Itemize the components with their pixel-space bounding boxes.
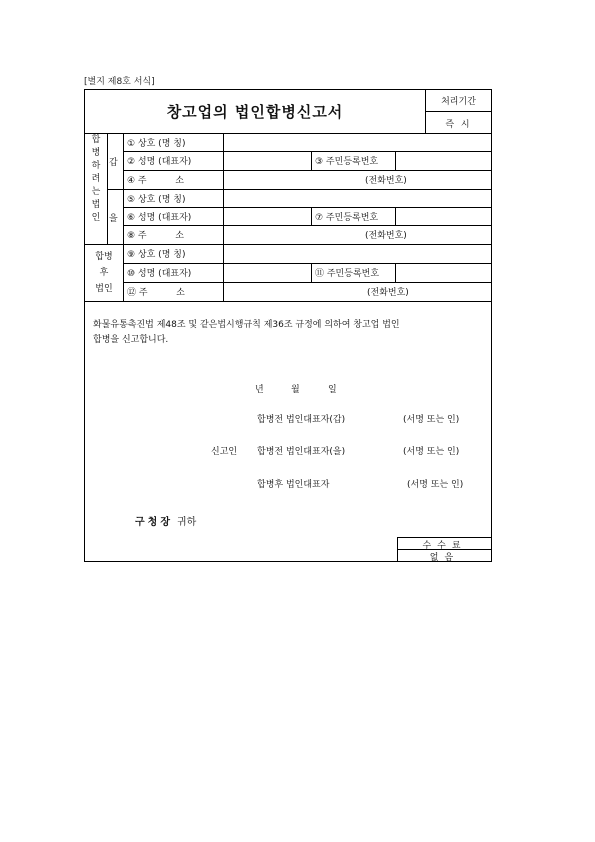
- divider: [311, 207, 312, 226]
- party-a-label: 갑: [109, 157, 118, 168]
- a-representative-label: ② 성명 (대표자): [127, 157, 192, 167]
- divider: [107, 133, 108, 244]
- b-resident-number-label: ⑦ 주민등록번호: [315, 212, 379, 223]
- statement-line: 화물유통촉진법 제48조 및 같은법시행규칙 제36조 규정에 의하여 창고업 법인: [93, 320, 400, 330]
- c-phone-label: (전화번호): [367, 288, 409, 298]
- declaration-statement: [93, 318, 483, 348]
- processing-period-value: 즉 시: [445, 120, 472, 130]
- declarant-label: 신고인: [211, 447, 238, 457]
- group-label-after-line: 법인: [95, 284, 113, 294]
- signature-label-b: 합병전 법인대표자(을): [257, 447, 346, 457]
- b-company-name-label: ⑤ 상호 (명 칭): [127, 194, 186, 205]
- group-label-after-line: 후: [99, 268, 109, 278]
- divider: [395, 263, 396, 282]
- a-company-name-label: ① 상호 (명 칭): [127, 138, 186, 149]
- divider: [426, 111, 491, 112]
- form-title: 창고업의 법인합병신고서: [166, 103, 344, 121]
- form-reference: [별지 제8호 서식]: [84, 77, 155, 87]
- merger-report-form: [84, 89, 492, 562]
- signature-label-a: 합병전 법인대표자(갑): [257, 415, 346, 425]
- signature-label-c: 합병후 법인대표자: [257, 480, 330, 490]
- signature-note-c: (서명 또는 인): [407, 480, 464, 490]
- a-resident-number-label: ③ 주민등록번호: [315, 157, 379, 167]
- date-day: 일: [328, 385, 337, 395]
- b-phone-label: (전화번호): [365, 231, 407, 241]
- fee-value: 없음: [429, 553, 460, 563]
- c-representative-label: ⑩ 성명 (대표자): [127, 269, 192, 279]
- recipient: [135, 513, 196, 528]
- b-address-label: ⑧ 주 소: [127, 231, 184, 241]
- signature-note-b: (서명 또는 인): [403, 447, 460, 457]
- divider: [85, 301, 491, 302]
- processing-period-box: [425, 90, 491, 133]
- divider: [311, 151, 312, 171]
- fee-label: 수수료: [422, 541, 467, 551]
- title-row: [85, 90, 491, 134]
- c-company-name-label: ⑨ 상호 (명 칭): [127, 250, 186, 260]
- party-b-label: 을: [109, 213, 118, 224]
- divider: [395, 207, 396, 226]
- date-year: 년: [255, 385, 264, 395]
- date-month: 월: [291, 385, 300, 395]
- processing-period-label: 처리기간: [441, 97, 476, 107]
- group-label-before-merger: 합병하려는법인: [91, 135, 101, 223]
- statement-line: 합병을 신고합니다.: [93, 335, 169, 345]
- company-info-table: [85, 133, 491, 301]
- b-representative-label: ⑥ 성명 (대표자): [127, 212, 192, 223]
- c-address-label: ⑫ 주 소: [127, 288, 185, 298]
- divider: [395, 151, 396, 171]
- recipient-office: 구청장: [135, 517, 173, 528]
- group-label-after-line: 합병: [95, 252, 113, 262]
- divider: [223, 133, 224, 301]
- divider: [123, 133, 124, 301]
- c-resident-number-label: ⑪ 주민등록번호: [315, 269, 380, 279]
- recipient-suffix: 귀하: [176, 517, 197, 528]
- signature-note-a: (서명 또는 인): [403, 415, 460, 425]
- group-label-after-merger: [85, 249, 123, 297]
- divider: [311, 263, 312, 282]
- fee-box: [397, 537, 491, 561]
- a-phone-label: (전화번호): [365, 176, 407, 186]
- a-address-label: ④ 주 소: [127, 176, 184, 186]
